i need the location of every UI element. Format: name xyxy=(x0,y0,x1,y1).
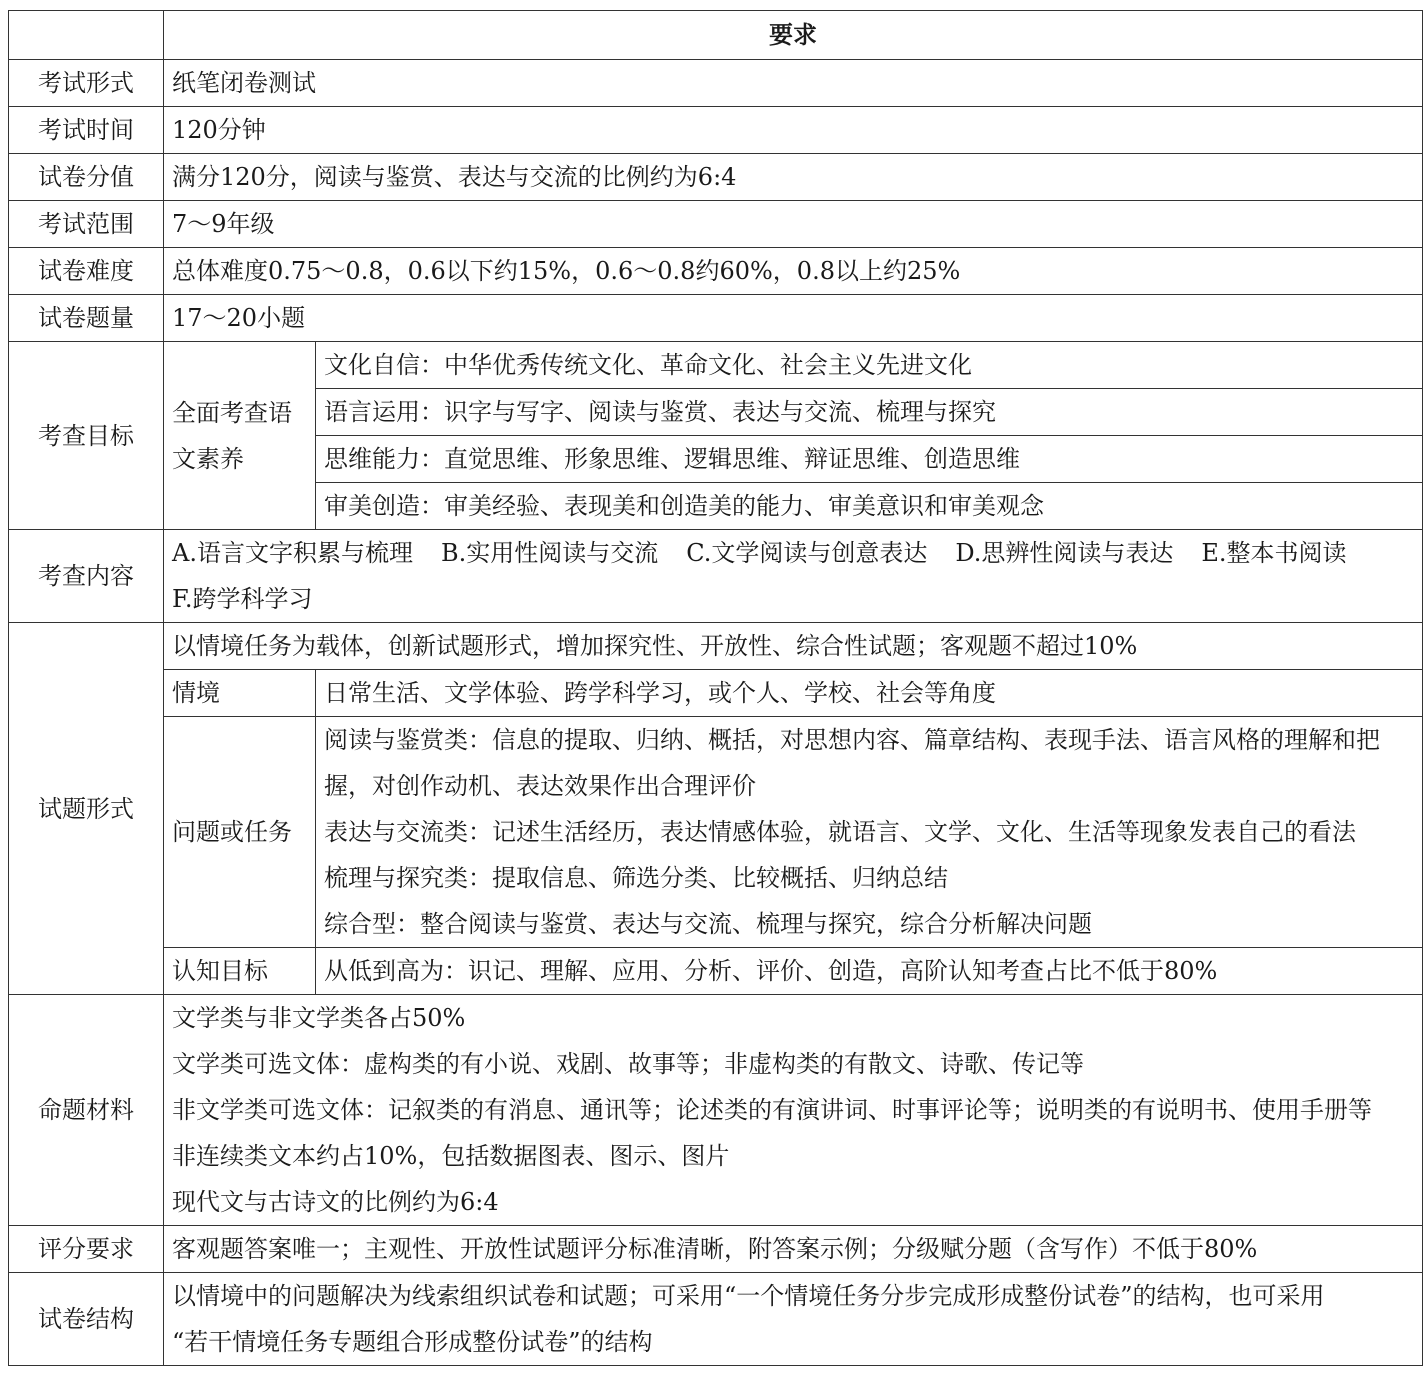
row-label: 命题材料 xyxy=(9,995,164,1226)
row-label: 试题形式 xyxy=(9,623,164,995)
task-line: 表达与交流类：记述生活经历，表达情感体验，就语言、文学、文化、生活等现象发表自己的看法 xyxy=(324,818,1356,846)
header-row xyxy=(9,11,1423,60)
row-structure xyxy=(9,1273,1423,1366)
content-line xyxy=(172,576,1414,622)
content-item: F.跨学科学习 xyxy=(172,585,313,613)
row-content xyxy=(9,530,1423,623)
task-line: 阅读与鉴赏类：信息的提取、归纳、概括，对思想内容、篇章结构、表现手法、语言风格的理解和把 xyxy=(324,726,1380,754)
row-value: 总体难度0.75～0.8，0.6以下约15%，0.6～0.8约60%，0.8以上约25% xyxy=(164,248,1423,295)
content-item: E.整本书阅读 xyxy=(1201,539,1347,567)
content-line xyxy=(172,530,1414,576)
content-item: A.语言文字积累与梳理 xyxy=(172,539,413,567)
row-label: 考查目标 xyxy=(9,342,164,530)
row-question-count xyxy=(9,295,1423,342)
materials-value xyxy=(164,995,1423,1226)
row-scoring xyxy=(9,1226,1423,1273)
row-exam-scope xyxy=(9,201,1423,248)
task-value xyxy=(316,717,1423,948)
situation-label: 情境 xyxy=(164,670,316,717)
row-value: 纸笔闭卷测试 xyxy=(164,60,1423,107)
objective-item: 文化自信：中华优秀传统文化、革命文化、社会主义先进文化 xyxy=(316,342,1423,389)
row-situation xyxy=(9,670,1423,717)
row-label: 考试范围 xyxy=(9,201,164,248)
materials-line: 非文学类可选文体：记叙类的有消息、通讯等；论述类的有演讲词、时事评论等；说明类的有说明书、使用手册等 xyxy=(172,1096,1372,1124)
situation-value: 日常生活、文学体验、跨学科学习，或个人、学校、社会等角度 xyxy=(316,670,1423,717)
row-label: 考试形式 xyxy=(9,60,164,107)
cognitive-label: 认知目标 xyxy=(164,948,316,995)
content-item: C.文学阅读与创意表达 xyxy=(686,539,928,567)
task-line: 综合型：整合阅读与鉴赏、表达与交流、梳理与探究，综合分析解决问题 xyxy=(324,910,1092,938)
row-exam-form xyxy=(9,60,1423,107)
structure-value xyxy=(164,1273,1423,1366)
cognitive-value: 从低到高为：识记、理解、应用、分析、评价、创造，高阶认知考查占比不低于80% xyxy=(316,948,1423,995)
row-task xyxy=(9,717,1423,948)
structure-line: 以情境中的问题解决为线索组织试卷和试题；可采用“一个情境任务分步完成形成整份试卷”的结构，也可采用 xyxy=(172,1282,1325,1310)
task-label: 问题或任务 xyxy=(164,717,316,948)
row-value: 满分120分，阅读与鉴赏、表达与交流的比例约为6:4 xyxy=(164,154,1423,201)
requirements-table xyxy=(8,10,1423,1366)
materials-line: 非连续类文本约占10%，包括数据图表、图示、图片 xyxy=(172,1142,730,1170)
row-paper-score xyxy=(9,154,1423,201)
row-exam-time xyxy=(9,107,1423,154)
row-materials xyxy=(9,995,1423,1226)
row-question-form xyxy=(9,623,1423,670)
question-form-summary: 以情境任务为载体，创新试题形式，增加探究性、开放性、综合性试题；客观题不超过10% xyxy=(164,623,1423,670)
row-value: 120分钟 xyxy=(164,107,1423,154)
row-cognitive xyxy=(9,948,1423,995)
row-label: 试卷分值 xyxy=(9,154,164,201)
row-value: 7～9年级 xyxy=(164,201,1423,248)
objective-item: 思维能力：直觉思维、形象思维、逻辑思维、辩证思维、创造思维 xyxy=(316,436,1423,483)
content-item: B.实用性阅读与交流 xyxy=(440,539,659,567)
content-item: D.思辨性阅读与表达 xyxy=(955,539,1174,567)
header-title: 要求 xyxy=(164,11,1423,60)
materials-line: 文学类可选文体：虚构类的有小说、戏剧、故事等；非虚构类的有散文、诗歌、传记等 xyxy=(172,1050,1084,1078)
row-objectives xyxy=(9,342,1423,389)
sub-label-line: 文素养 xyxy=(172,444,244,473)
row-difficulty xyxy=(9,248,1423,295)
row-label: 试卷难度 xyxy=(9,248,164,295)
row-label: 考试时间 xyxy=(9,107,164,154)
task-line: 握，对创作动机、表达效果作出合理评价 xyxy=(324,772,756,800)
materials-line: 文学类与非文学类各占50% xyxy=(172,1004,466,1032)
row-value: 17～20小题 xyxy=(164,295,1423,342)
row-label: 试卷结构 xyxy=(9,1273,164,1366)
objective-item: 语言运用：识字与写字、阅读与鉴赏、表达与交流、梳理与探究 xyxy=(316,389,1423,436)
row-value: 客观题答案唯一；主观性、开放性试题评分标准清晰，附答案示例；分级赋分题（含写作）不低于80% xyxy=(164,1226,1423,1273)
structure-line: “若干情境任务专题组合形成整份试卷”的结构 xyxy=(172,1328,653,1356)
content-value xyxy=(164,530,1423,623)
objective-item: 审美创造：审美经验、表现美和创造美的能力、审美意识和审美观念 xyxy=(316,483,1423,530)
objectives-sub-label xyxy=(164,342,316,530)
row-label: 试卷题量 xyxy=(9,295,164,342)
materials-line: 现代文与古诗文的比例约为6:4 xyxy=(172,1188,499,1216)
row-label: 考查内容 xyxy=(9,530,164,623)
header-empty-cell xyxy=(9,11,164,60)
sub-label-line: 全面考查语 xyxy=(172,398,292,427)
task-line: 梳理与探究类：提取信息、筛选分类、比较概括、归纳总结 xyxy=(324,864,948,892)
row-label: 评分要求 xyxy=(9,1226,164,1273)
